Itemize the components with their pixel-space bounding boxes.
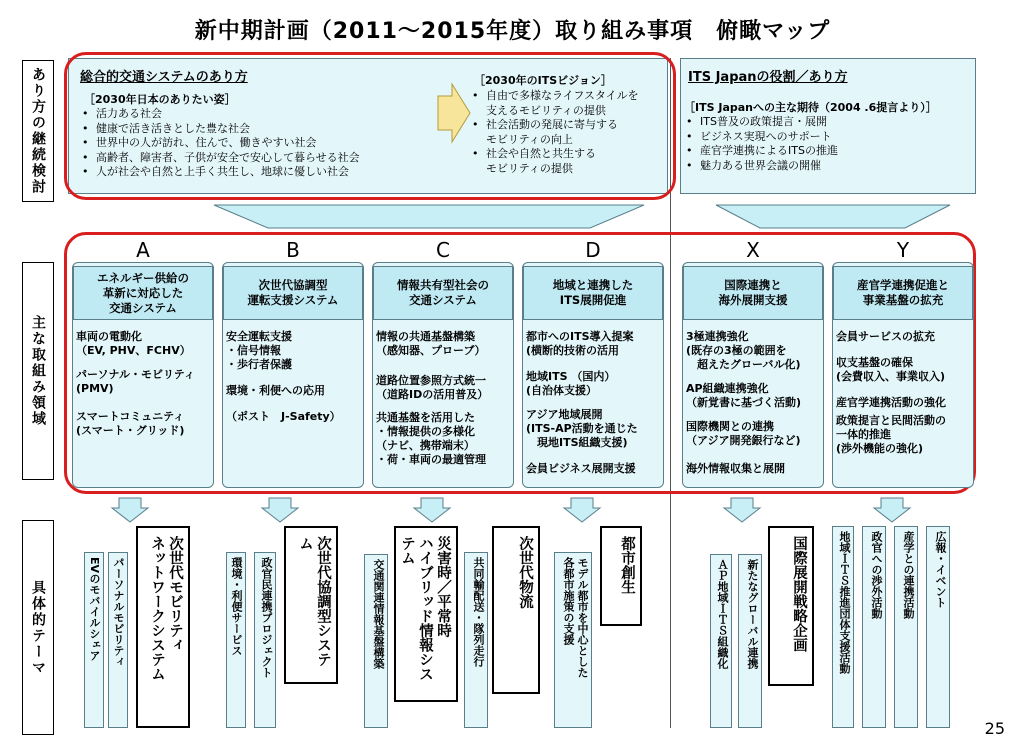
area-letter-y: Y <box>896 238 910 262</box>
down-arrow-right <box>716 205 950 228</box>
role-item: • ビジネス実現へのサポート <box>684 130 970 145</box>
down-arrow-small <box>414 498 450 522</box>
role-item: • 魅力ある世界会議の開催 <box>684 159 970 174</box>
area-item: 情報の共通基盤構築 （感知器、プローブ） <box>376 330 486 357</box>
vision-title: 総合的交通システムのあり方 <box>80 70 248 85</box>
area-letter-b: B <box>286 238 300 262</box>
area-item: （ポスト J-Safety） <box>226 410 341 423</box>
theme-item: 環境・利便サービス <box>226 552 246 728</box>
down-arrow-left <box>214 205 644 228</box>
area-item: AP組織連携強化 （新覚書に基づく活動) <box>686 382 802 409</box>
area-item: 産官学連携活動の強化 <box>836 396 946 409</box>
page-number: 25 <box>984 719 1005 738</box>
area-heading-d: 地域と連携した ITS展開促進 <box>523 266 663 320</box>
area-item: 3極連携強化 (既存の3極の範囲を 超えたグローバル化) <box>686 330 801 371</box>
area-letter-d: D <box>585 238 601 262</box>
area-item: 会員サービスの拡充 <box>836 330 935 343</box>
theme-item: 交通関連情報基盤構築 <box>364 554 388 728</box>
area-item: 海外情報収集と展開 <box>686 462 785 475</box>
area-item: 道路位置参照方式統一 （道路IDの活用普及） <box>376 374 489 401</box>
area-item: 環境・利便への応用 <box>226 384 325 397</box>
theme-item: モデル都市を中心とした 各都市施策の支援 <box>554 552 592 728</box>
its-vision-item: • 自由で多様なライフスタイルを 支えるモビリティの提供 <box>470 89 670 118</box>
japan-vision-heading: ［2030年日本のありたい姿］ <box>84 93 236 106</box>
theme-major: 災害時／平常時 ハイブリッド情報システム <box>394 526 458 702</box>
japan-vision-item: • 世界中の人が訪れ、住んで、働きやすい社会 <box>80 136 440 151</box>
role-title: ITS Japanの役割／あり方 <box>688 70 848 85</box>
role-item: • 産官学連携によるITSの推進 <box>684 144 970 159</box>
area-item: 政策提言と民間活動の 一体的推進 (渉外機能の強化) <box>836 414 946 455</box>
theme-major: 次世代モビリティ ネットワークシステム <box>136 526 190 728</box>
theme-major: 都市創生 <box>600 526 642 626</box>
down-arrow-small <box>724 498 760 522</box>
area-item: 収支基盤の確保 (会費収入、事業収入) <box>836 356 946 383</box>
area-letter-a: A <box>136 238 150 262</box>
row-label-themes: 具体的テーマ <box>22 520 54 735</box>
area-item: 都市へのITS導入提案 (横断的技術の活用 <box>526 330 634 357</box>
theme-major: 次世代協調型システム <box>284 526 338 684</box>
japan-vision-item: • 高齢者、障害者、子供が安全で安心して暮らせる社会 <box>80 151 440 166</box>
theme-item: 地域ＩＴＳ推進団体支援活動 <box>832 526 854 728</box>
row-label-continued-study: あり方の継続検討 <box>22 60 54 202</box>
down-arrow-small <box>112 498 148 522</box>
area-letter-x: X <box>746 238 760 262</box>
row-label-main-areas: 主な取組み領域 <box>22 262 54 480</box>
theme-item: パーソナルモビリティ <box>108 552 128 728</box>
area-item: 地域ITS （国内） (自治体支援） <box>526 370 616 397</box>
japan-vision-item: • 活力ある社会 <box>80 107 440 122</box>
area-item: スマートコミュニティ (スマート・グリッド) <box>76 410 185 437</box>
theme-item: 政官への渉外活動 <box>862 526 886 728</box>
its-vision-item: • 社会や自然と共生する モビリティの提供 <box>470 147 670 176</box>
its-vision-item: • 社会活動の発展に寄与する モビリティの向上 <box>470 118 670 147</box>
area-item: 国際機関との連携 （アジア開発銀行など) <box>686 420 801 447</box>
area-item: パーソナル・モビリティ (PMV) <box>76 368 195 395</box>
theme-item: ＡＰ地域ＩＴＳ組織化 <box>710 554 732 728</box>
theme-item: 広報・イベント <box>926 526 950 728</box>
its-vision-heading: ［2030年のITSビジョン］ <box>474 74 612 87</box>
theme-major: 国際展開戦略企画 <box>768 526 814 686</box>
theme-item: 新たなグローバル連携 <box>738 554 762 728</box>
theme-major: 次世代物流 <box>492 526 540 694</box>
area-item: アジア地域展開 (ITS-AP活動を通じた 現地ITS組織支援) <box>526 408 638 449</box>
area-heading-c: 情報共有型社会の 交通システム <box>373 266 513 320</box>
area-letter-c: C <box>436 238 450 262</box>
page-title: 新中期計画（2011～2015年度）取り組み事項 俯瞰マップ <box>194 19 831 44</box>
role-heading: ［ITS Japanへの主な期待（2004 .6提言より）］ <box>684 101 937 114</box>
area-heading-x: 国際連携と 海外展開支援 <box>683 266 823 320</box>
area-heading-y: 産官学連携促進と 事業基盤の拡充 <box>833 266 973 320</box>
area-item: 車両の電動化 （EV, PHV、FCHV） <box>76 330 191 357</box>
area-item: 安全運転支援 ・信号情報 ・歩行者保護 <box>226 330 292 371</box>
role-item: • ITS普及の政策提言・展開 <box>684 115 970 130</box>
theme-item: 産学との連携活動 <box>894 526 918 728</box>
area-item: 共通基盤を活用した ・情報提供の多様化 （ナビ、携帯端末） ・荷・車両の最適管理 <box>376 411 486 466</box>
theme-item: EVのモバイルシェア <box>84 552 104 728</box>
area-heading-a: エネルギー供給の 革新に対応した 交通システム <box>73 266 213 320</box>
japan-vision-item: • 人が社会や自然と上手く共生し、地球に優しい社会 <box>80 165 440 180</box>
area-item: 会員ビジネス展開支援 <box>526 462 636 475</box>
down-arrow-small <box>564 498 600 522</box>
down-arrow-small <box>262 498 298 522</box>
japan-vision-item: • 健康で活き活きとした豊な社会 <box>80 122 440 137</box>
theme-item: 政官民連携プロジェクト <box>254 552 276 728</box>
theme-item: 共同輸配送・隊列走行 <box>464 552 488 728</box>
area-heading-b: 次世代協調型 運転支援システム <box>223 266 363 320</box>
down-arrow-small <box>874 498 910 522</box>
